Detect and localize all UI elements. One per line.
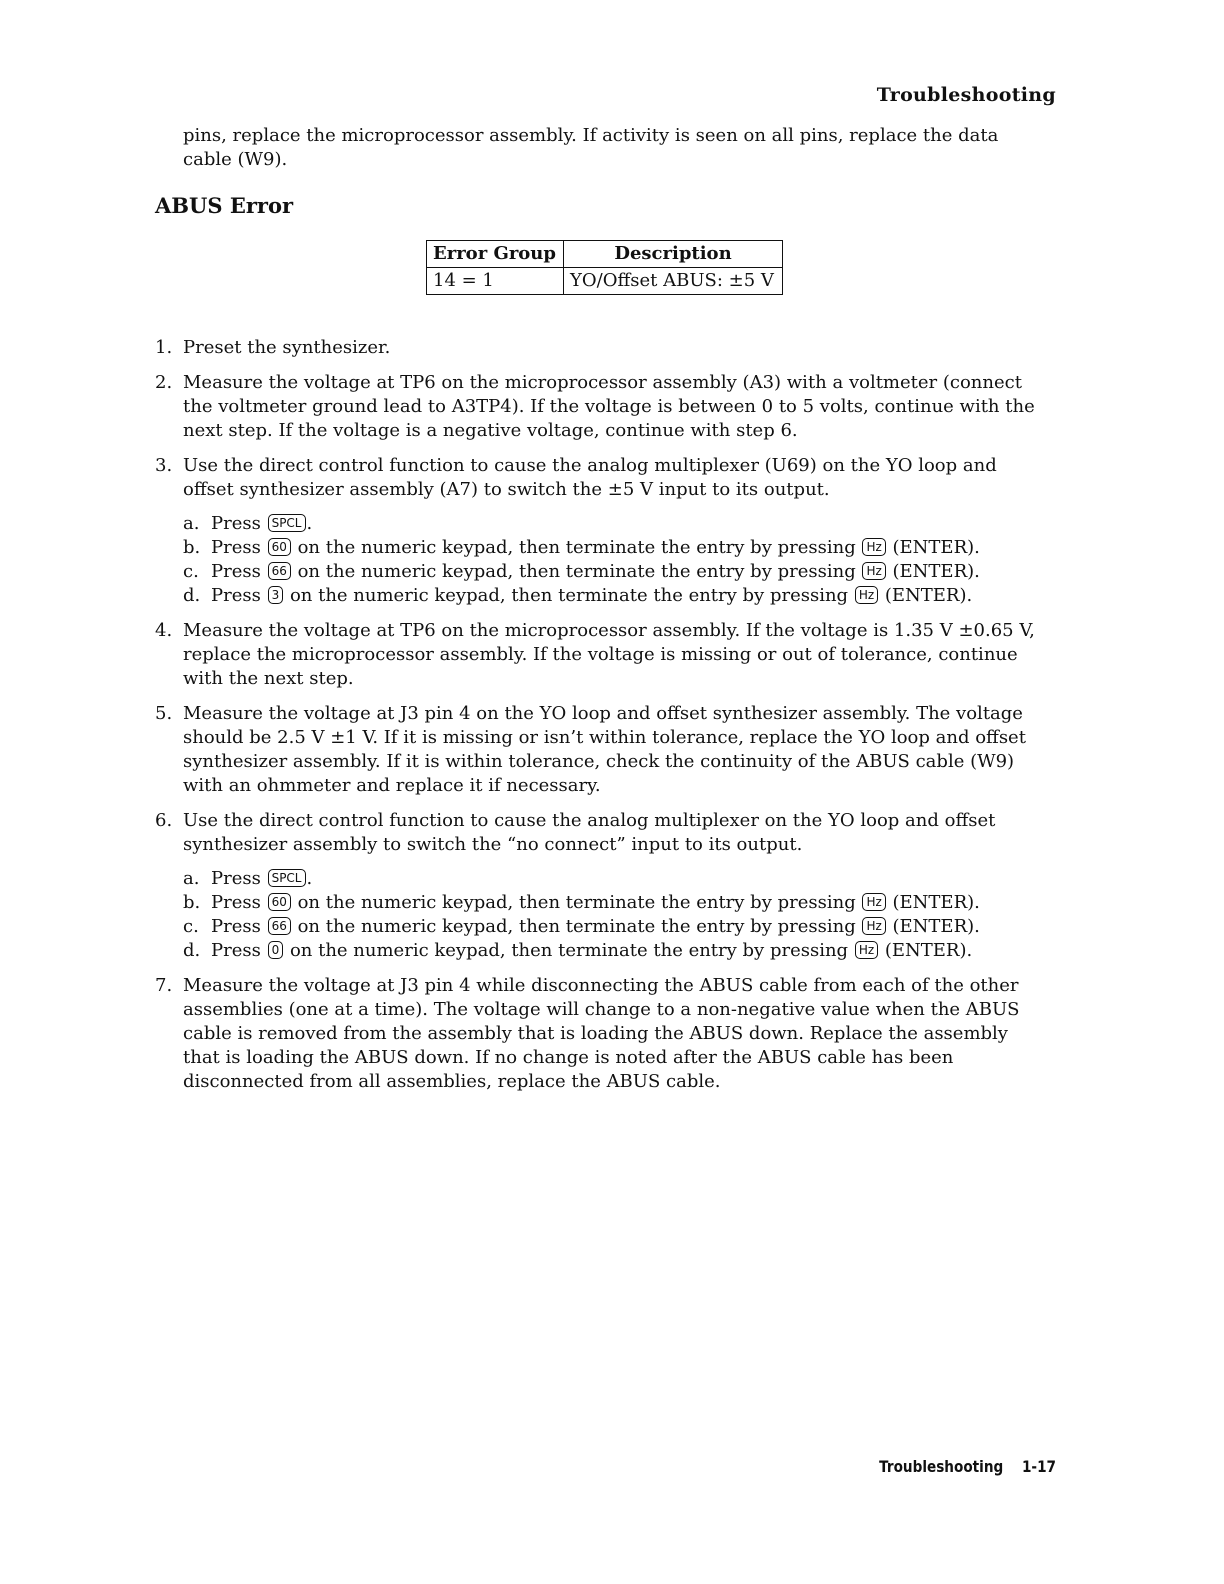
step-number: 2. bbox=[155, 372, 173, 393]
substep-d bbox=[183, 939, 1050, 963]
step-text: Measure the voltage at TP6 on the microprocessor assembly. If the voltage is 1.35 V ±0.65 V, replace the microprocessor assembly. If the voltage is missing or out of tolerance, continue with the next step. bbox=[183, 620, 1035, 689]
step-3 bbox=[155, 454, 1050, 608]
page-footer bbox=[158, 1457, 1056, 1476]
step-number: 4. bbox=[155, 620, 173, 641]
step-number: 1. bbox=[155, 337, 173, 358]
section-title: ABUS Error bbox=[155, 193, 294, 218]
hz-key-icon: Hz bbox=[855, 586, 878, 604]
substep-b bbox=[183, 891, 1050, 915]
press-label: Press bbox=[211, 916, 261, 937]
substep-letter: a. bbox=[183, 513, 200, 534]
step-6 bbox=[155, 809, 1050, 963]
error-group-cell: 14 = 1 bbox=[427, 268, 564, 295]
numeric-key-icon: 66 bbox=[268, 562, 291, 580]
substeps bbox=[183, 512, 1050, 608]
step-2 bbox=[155, 371, 1050, 443]
numeric-key-icon: 3 bbox=[268, 586, 284, 604]
substep-end: (ENTER). bbox=[892, 916, 980, 937]
substep-letter: c. bbox=[183, 561, 199, 582]
substep-text: on the numeric keypad, then terminate the entry by pressing bbox=[289, 585, 849, 606]
substep-letter: c. bbox=[183, 916, 199, 937]
numeric-key-icon: 0 bbox=[268, 941, 284, 959]
hz-key-icon: Hz bbox=[855, 941, 878, 959]
press-label: Press bbox=[211, 513, 261, 534]
substep-end: . bbox=[306, 868, 313, 889]
substep-letter: a. bbox=[183, 868, 200, 889]
substep-text: on the numeric keypad, then terminate the entry by pressing bbox=[297, 892, 856, 913]
hz-key-icon: Hz bbox=[862, 562, 885, 580]
press-label: Press bbox=[211, 537, 261, 558]
description-cell: YO/Offset ABUS: ±5 V bbox=[564, 268, 783, 295]
running-header: Troubleshooting bbox=[876, 84, 1056, 106]
step-1 bbox=[155, 336, 1050, 360]
numeric-key-icon: 66 bbox=[268, 917, 291, 935]
description-header: Description bbox=[564, 241, 783, 268]
substep-letter: d. bbox=[183, 940, 201, 961]
page-number: 1-17 bbox=[1021, 1457, 1056, 1476]
numeric-key-icon: 60 bbox=[268, 893, 291, 911]
hz-key-icon: Hz bbox=[862, 538, 885, 556]
step-number: 3. bbox=[155, 455, 173, 476]
step-text: Preset the synthesizer. bbox=[183, 337, 391, 358]
substep-a bbox=[183, 512, 1050, 536]
substep-c bbox=[183, 560, 1050, 584]
substep-b bbox=[183, 536, 1050, 560]
press-label: Press bbox=[211, 585, 261, 606]
footer-section: Troubleshooting bbox=[879, 1457, 1004, 1476]
error-table-header-row bbox=[427, 241, 783, 268]
step-7 bbox=[155, 974, 1050, 1094]
step-number: 6. bbox=[155, 810, 173, 831]
step-5 bbox=[155, 702, 1050, 798]
substep-letter: d. bbox=[183, 585, 201, 606]
procedure-steps bbox=[155, 336, 1050, 1105]
error-group-header: Error Group bbox=[427, 241, 564, 268]
substep-c bbox=[183, 915, 1050, 939]
intro-paragraph: pins, replace the microprocessor assembly. If activity is seen on all pins, replace the data cable (W9). bbox=[183, 125, 999, 170]
substep-letter: b. bbox=[183, 892, 201, 913]
step-text: Measure the voltage at J3 pin 4 on the YO loop and offset synthesizer assembly. The voltage should be 2.5 V ±1 V. If it is missing or isn’t within tolerance, replace the YO loop and offset synthesizer assembly. If it is within tolerance, check the continuity of the ABUS cable (W9) with an ohmmeter and replace it if necessary. bbox=[183, 703, 1026, 796]
substep-d bbox=[183, 584, 1050, 608]
spcl-key-icon: SPCL bbox=[268, 514, 306, 532]
press-label: Press bbox=[211, 892, 261, 913]
press-label: Press bbox=[211, 868, 261, 889]
hz-key-icon: Hz bbox=[862, 917, 885, 935]
error-table bbox=[426, 240, 783, 295]
substep-end: . bbox=[306, 513, 313, 534]
table-row bbox=[427, 268, 783, 295]
press-label: Press bbox=[211, 940, 261, 961]
step-number: 5. bbox=[155, 703, 173, 724]
substep-text: on the numeric keypad, then terminate the entry by pressing bbox=[297, 537, 856, 558]
step-number: 7. bbox=[155, 975, 173, 996]
substep-end: (ENTER). bbox=[884, 940, 973, 961]
press-label: Press bbox=[211, 561, 261, 582]
substep-end: (ENTER). bbox=[892, 892, 980, 913]
step-text: Use the direct control function to cause the analog multiplexer (U69) on the YO loop and offset synthesizer assembly (A7) to switch the ±5 V input to its output. bbox=[183, 455, 997, 500]
substep-end: (ENTER). bbox=[892, 561, 980, 582]
hz-key-icon: Hz bbox=[862, 893, 885, 911]
substep-text: on the numeric keypad, then terminate the entry by pressing bbox=[289, 940, 849, 961]
step-text: Measure the voltage at J3 pin 4 while disconnecting the ABUS cable from each of the other assemblies (one at a time). The voltage will change to a non-negative value when the ABUS cable is removed from the assembly that is loading the ABUS down. Replace the assembly that is loading the ABUS down. If no change is noted after the ABUS cable has been disconnected from all assemblies, replace the ABUS cable. bbox=[183, 975, 1020, 1092]
step-text: Use the direct control function to cause the analog multiplexer on the YO loop and offset synthesizer assembly to switch the “no connect” input to its output. bbox=[183, 810, 996, 855]
step-4 bbox=[155, 619, 1050, 691]
substep-letter: b. bbox=[183, 537, 201, 558]
numeric-key-icon: 60 bbox=[268, 538, 291, 556]
substep-text: on the numeric keypad, then terminate the entry by pressing bbox=[297, 561, 856, 582]
substeps bbox=[183, 867, 1050, 963]
step-text: Measure the voltage at TP6 on the microprocessor assembly (A3) with a voltmeter (connect the voltmeter ground lead to A3TP4). If the voltage is between 0 to 5 volts, continue with the next step. If the voltage is a negative voltage, continue with step 6. bbox=[183, 372, 1035, 441]
substep-end: (ENTER). bbox=[884, 585, 973, 606]
substep-a bbox=[183, 867, 1050, 891]
spcl-key-icon: SPCL bbox=[268, 869, 306, 887]
substep-end: (ENTER). bbox=[892, 537, 980, 558]
substep-text: on the numeric keypad, then terminate the entry by pressing bbox=[297, 916, 856, 937]
